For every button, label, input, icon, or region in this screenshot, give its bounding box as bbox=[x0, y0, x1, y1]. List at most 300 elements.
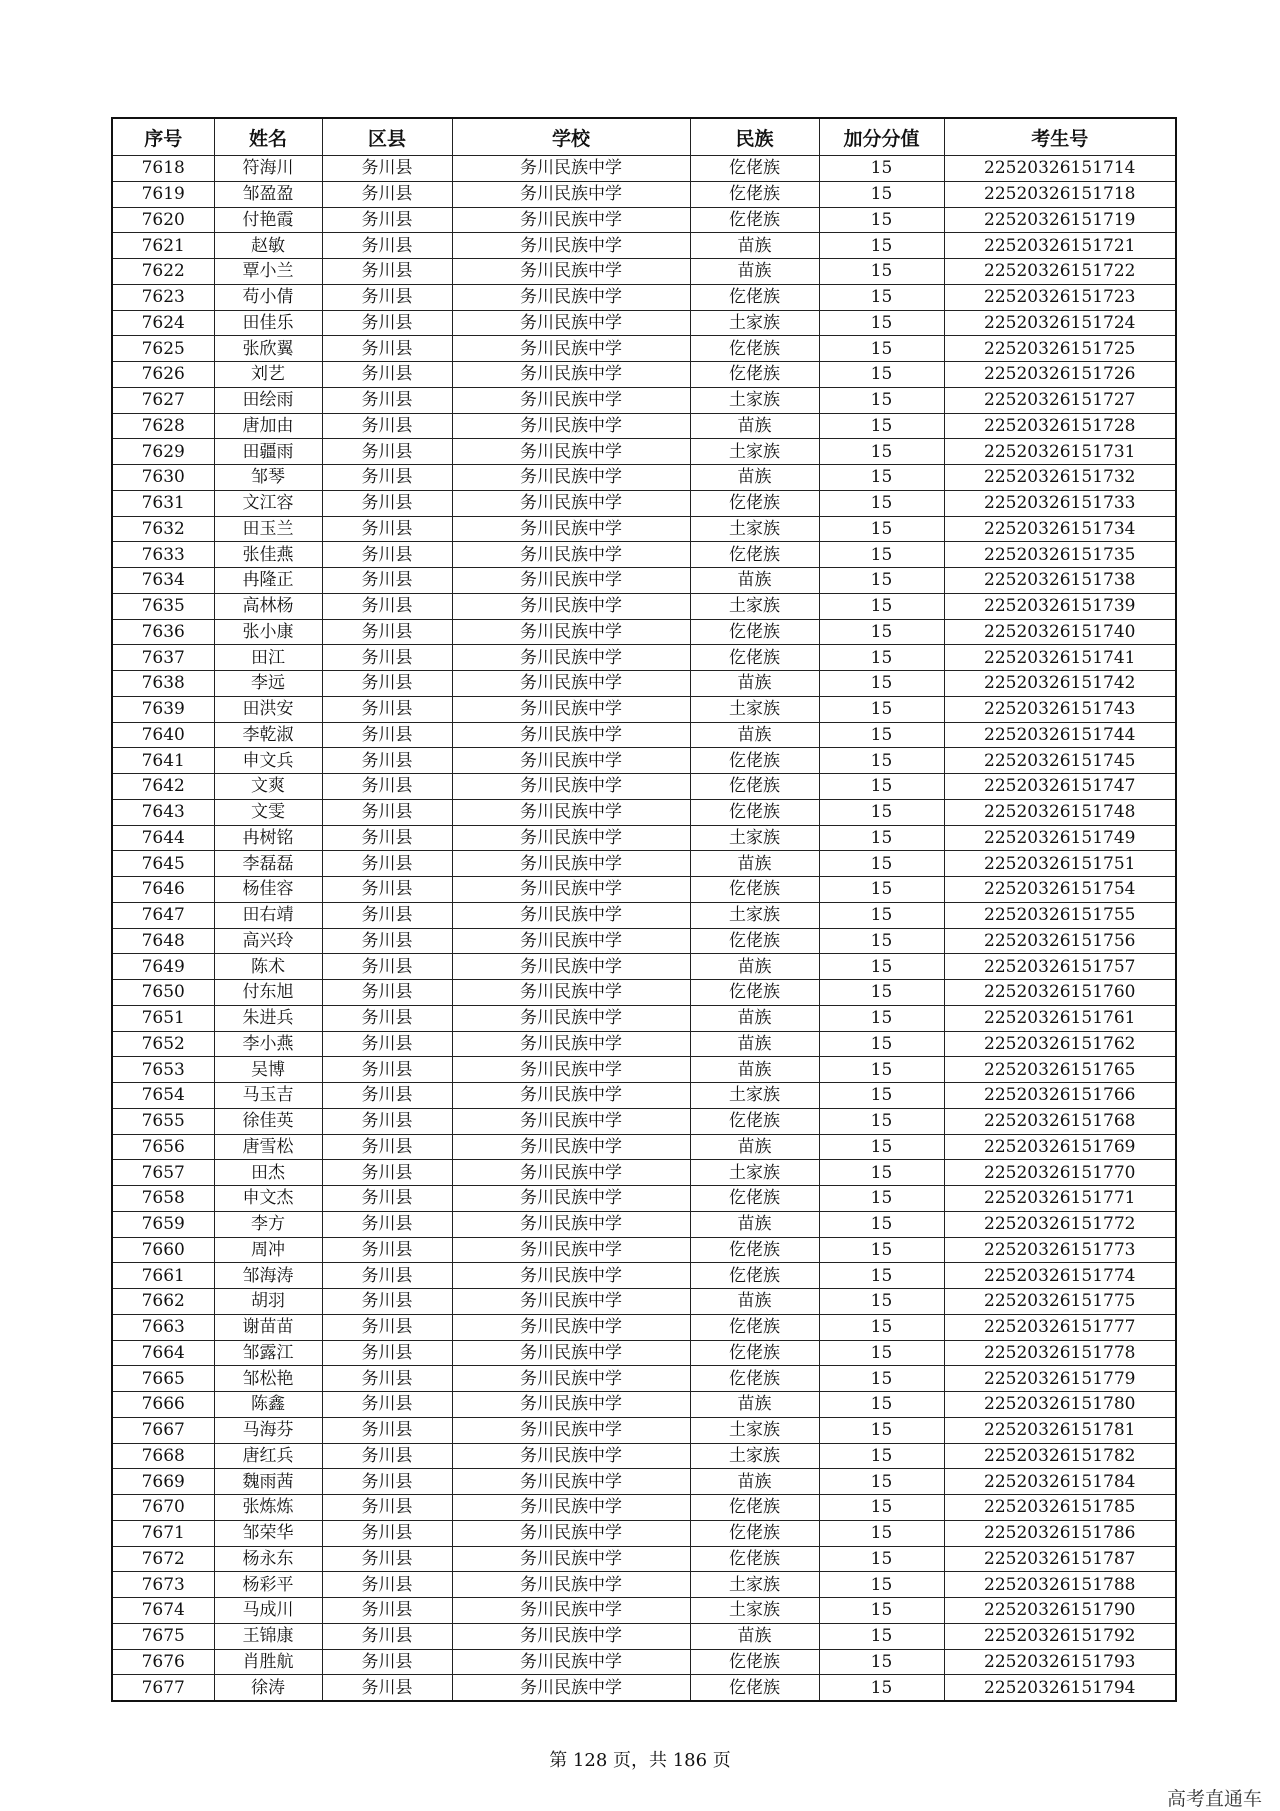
cell-ethnicity: 苗族 bbox=[690, 722, 819, 748]
cell-ethnicity: 仡佬族 bbox=[690, 645, 819, 671]
cell-ethnicity: 土家族 bbox=[690, 439, 819, 465]
cell-name: 马海芬 bbox=[214, 1417, 322, 1443]
cell-index: 7668 bbox=[112, 1443, 214, 1469]
cell-index: 7664 bbox=[112, 1340, 214, 1366]
cell-exam-id: 22520326151725 bbox=[944, 336, 1176, 362]
table-row bbox=[112, 465, 1176, 491]
cell-bonus-points: 15 bbox=[819, 310, 944, 336]
table-row bbox=[112, 774, 1176, 800]
table-row bbox=[112, 1134, 1176, 1160]
cell-bonus-points: 15 bbox=[819, 825, 944, 851]
table-body bbox=[112, 156, 1176, 1702]
cell-school: 务川民族中学 bbox=[452, 1005, 690, 1031]
cell-county: 务川县 bbox=[322, 1005, 452, 1031]
cell-bonus-points: 15 bbox=[819, 259, 944, 285]
cell-exam-id: 22520326151738 bbox=[944, 568, 1176, 594]
cell-county: 务川县 bbox=[322, 1237, 452, 1263]
cell-exam-id: 22520326151743 bbox=[944, 696, 1176, 722]
cell-bonus-points: 15 bbox=[819, 774, 944, 800]
cell-school: 务川民族中学 bbox=[452, 593, 690, 619]
cell-school: 务川民族中学 bbox=[452, 1469, 690, 1495]
cell-exam-id: 22520326151723 bbox=[944, 284, 1176, 310]
cell-bonus-points: 15 bbox=[819, 413, 944, 439]
cell-name: 李小燕 bbox=[214, 1031, 322, 1057]
cell-ethnicity: 苗族 bbox=[690, 1623, 819, 1649]
cell-school: 务川民族中学 bbox=[452, 1572, 690, 1598]
cell-bonus-points: 15 bbox=[819, 490, 944, 516]
cell-exam-id: 22520326151760 bbox=[944, 980, 1176, 1006]
cell-bonus-points: 15 bbox=[819, 284, 944, 310]
cell-county: 务川县 bbox=[322, 1031, 452, 1057]
cell-index: 7637 bbox=[112, 645, 214, 671]
cell-ethnicity: 仡佬族 bbox=[690, 1366, 819, 1392]
cell-name: 马玉吉 bbox=[214, 1083, 322, 1109]
cell-index: 7670 bbox=[112, 1495, 214, 1521]
table-row bbox=[112, 387, 1176, 413]
cell-index: 7627 bbox=[112, 387, 214, 413]
table-row bbox=[112, 1340, 1176, 1366]
table-row bbox=[112, 1392, 1176, 1418]
cell-exam-id: 22520326151782 bbox=[944, 1443, 1176, 1469]
cell-index: 7671 bbox=[112, 1520, 214, 1546]
cell-name: 田玉兰 bbox=[214, 516, 322, 542]
cell-exam-id: 22520326151768 bbox=[944, 1108, 1176, 1134]
table-row bbox=[112, 1186, 1176, 1212]
cell-exam-id: 22520326151733 bbox=[944, 490, 1176, 516]
header-school: 学校 bbox=[452, 118, 690, 156]
cell-school: 务川民族中学 bbox=[452, 1057, 690, 1083]
cell-ethnicity: 土家族 bbox=[690, 1083, 819, 1109]
cell-ethnicity: 仡佬族 bbox=[690, 1340, 819, 1366]
cell-school: 务川民族中学 bbox=[452, 1443, 690, 1469]
cell-name: 胡羽 bbox=[214, 1289, 322, 1315]
cell-index: 7654 bbox=[112, 1083, 214, 1109]
table-row bbox=[112, 233, 1176, 259]
cell-exam-id: 22520326151719 bbox=[944, 207, 1176, 233]
cell-name: 田疆雨 bbox=[214, 439, 322, 465]
cell-school: 务川民族中学 bbox=[452, 439, 690, 465]
cell-county: 务川县 bbox=[322, 439, 452, 465]
cell-name: 唐雪松 bbox=[214, 1134, 322, 1160]
header-ethnicity: 民族 bbox=[690, 118, 819, 156]
cell-bonus-points: 15 bbox=[819, 1005, 944, 1031]
page-number: 第 128 页，共 186 页 bbox=[549, 1750, 731, 1771]
cell-name: 李方 bbox=[214, 1211, 322, 1237]
cell-index: 7676 bbox=[112, 1649, 214, 1675]
cell-school: 务川民族中学 bbox=[452, 1031, 690, 1057]
cell-county: 务川县 bbox=[322, 207, 452, 233]
cell-school: 务川民族中学 bbox=[452, 799, 690, 825]
cell-name: 邹荣华 bbox=[214, 1520, 322, 1546]
table-row bbox=[112, 1314, 1176, 1340]
table-row bbox=[112, 284, 1176, 310]
table-row bbox=[112, 413, 1176, 439]
header-row bbox=[112, 118, 1176, 156]
cell-county: 务川县 bbox=[322, 1263, 452, 1289]
cell-index: 7658 bbox=[112, 1186, 214, 1212]
table-row bbox=[112, 1443, 1176, 1469]
table-row bbox=[112, 439, 1176, 465]
cell-bonus-points: 15 bbox=[819, 722, 944, 748]
cell-school: 务川民族中学 bbox=[452, 490, 690, 516]
cell-ethnicity: 仡佬族 bbox=[690, 1263, 819, 1289]
cell-index: 7659 bbox=[112, 1211, 214, 1237]
cell-exam-id: 22520326151774 bbox=[944, 1263, 1176, 1289]
table-row bbox=[112, 1083, 1176, 1109]
cell-exam-id: 22520326151714 bbox=[944, 156, 1176, 182]
cell-exam-id: 22520326151793 bbox=[944, 1649, 1176, 1675]
cell-index: 7653 bbox=[112, 1057, 214, 1083]
cell-county: 务川县 bbox=[322, 748, 452, 774]
cell-name: 田杰 bbox=[214, 1160, 322, 1186]
cell-name: 田佳乐 bbox=[214, 310, 322, 336]
cell-name: 张炼炼 bbox=[214, 1495, 322, 1521]
table-row bbox=[112, 1237, 1176, 1263]
cell-exam-id: 22520326151739 bbox=[944, 593, 1176, 619]
cell-school: 务川民族中学 bbox=[452, 156, 690, 182]
cell-index: 7631 bbox=[112, 490, 214, 516]
cell-ethnicity: 仡佬族 bbox=[690, 748, 819, 774]
cell-name: 邹海涛 bbox=[214, 1263, 322, 1289]
cell-county: 务川县 bbox=[322, 1289, 452, 1315]
cell-index: 7629 bbox=[112, 439, 214, 465]
cell-bonus-points: 15 bbox=[819, 1366, 944, 1392]
cell-ethnicity: 仡佬族 bbox=[690, 207, 819, 233]
cell-county: 务川县 bbox=[322, 259, 452, 285]
cell-name: 田绘雨 bbox=[214, 387, 322, 413]
cell-bonus-points: 15 bbox=[819, 928, 944, 954]
cell-index: 7651 bbox=[112, 1005, 214, 1031]
table-row bbox=[112, 877, 1176, 903]
cell-school: 务川民族中学 bbox=[452, 1108, 690, 1134]
table-row bbox=[112, 1108, 1176, 1134]
cell-school: 务川民族中学 bbox=[452, 671, 690, 697]
cell-school: 务川民族中学 bbox=[452, 1546, 690, 1572]
cell-bonus-points: 15 bbox=[819, 1160, 944, 1186]
cell-ethnicity: 仡佬族 bbox=[690, 619, 819, 645]
cell-county: 务川县 bbox=[322, 1186, 452, 1212]
cell-bonus-points: 15 bbox=[819, 954, 944, 980]
cell-bonus-points: 15 bbox=[819, 1186, 944, 1212]
table-row bbox=[112, 310, 1176, 336]
cell-county: 务川县 bbox=[322, 233, 452, 259]
cell-name: 张欣翼 bbox=[214, 336, 322, 362]
cell-index: 7632 bbox=[112, 516, 214, 542]
cell-ethnicity: 苗族 bbox=[690, 1469, 819, 1495]
cell-bonus-points: 15 bbox=[819, 516, 944, 542]
table-row bbox=[112, 568, 1176, 594]
cell-county: 务川县 bbox=[322, 1495, 452, 1521]
cell-school: 务川民族中学 bbox=[452, 1083, 690, 1109]
cell-exam-id: 22520326151754 bbox=[944, 877, 1176, 903]
table-row bbox=[112, 1211, 1176, 1237]
cell-school: 务川民族中学 bbox=[452, 877, 690, 903]
cell-ethnicity: 仡佬族 bbox=[690, 156, 819, 182]
cell-name: 吴博 bbox=[214, 1057, 322, 1083]
cell-name: 覃小兰 bbox=[214, 259, 322, 285]
cell-index: 7636 bbox=[112, 619, 214, 645]
cell-name: 付东旭 bbox=[214, 980, 322, 1006]
cell-index: 7618 bbox=[112, 156, 214, 182]
cell-exam-id: 22520326151747 bbox=[944, 774, 1176, 800]
table-row bbox=[112, 1572, 1176, 1598]
cell-bonus-points: 15 bbox=[819, 1392, 944, 1418]
cell-exam-id: 22520326151721 bbox=[944, 233, 1176, 259]
cell-index: 7672 bbox=[112, 1546, 214, 1572]
table-row bbox=[112, 362, 1176, 388]
cell-ethnicity: 仡佬族 bbox=[690, 928, 819, 954]
cell-school: 务川民族中学 bbox=[452, 1649, 690, 1675]
table-row bbox=[112, 954, 1176, 980]
cell-ethnicity: 仡佬族 bbox=[690, 1675, 819, 1701]
cell-exam-id: 22520326151770 bbox=[944, 1160, 1176, 1186]
cell-exam-id: 22520326151772 bbox=[944, 1211, 1176, 1237]
cell-county: 务川县 bbox=[322, 465, 452, 491]
cell-ethnicity: 仡佬族 bbox=[690, 336, 819, 362]
table-row bbox=[112, 851, 1176, 877]
header-name: 姓名 bbox=[214, 118, 322, 156]
cell-bonus-points: 15 bbox=[819, 1211, 944, 1237]
table-row bbox=[112, 1469, 1176, 1495]
cell-exam-id: 22520326151735 bbox=[944, 542, 1176, 568]
cell-exam-id: 22520326151786 bbox=[944, 1520, 1176, 1546]
header-exam-id: 考生号 bbox=[944, 118, 1176, 156]
cell-county: 务川县 bbox=[322, 387, 452, 413]
cell-county: 务川县 bbox=[322, 1469, 452, 1495]
cell-school: 务川民族中学 bbox=[452, 1160, 690, 1186]
cell-county: 务川县 bbox=[322, 1623, 452, 1649]
cell-name: 赵敏 bbox=[214, 233, 322, 259]
cell-exam-id: 22520326151780 bbox=[944, 1392, 1176, 1418]
cell-index: 7639 bbox=[112, 696, 214, 722]
cell-county: 务川县 bbox=[322, 593, 452, 619]
cell-bonus-points: 15 bbox=[819, 696, 944, 722]
cell-ethnicity: 仡佬族 bbox=[690, 799, 819, 825]
cell-index: 7649 bbox=[112, 954, 214, 980]
cell-ethnicity: 苗族 bbox=[690, 1134, 819, 1160]
cell-ethnicity: 苗族 bbox=[690, 851, 819, 877]
table-row bbox=[112, 1057, 1176, 1083]
cell-ethnicity: 土家族 bbox=[690, 1417, 819, 1443]
cell-bonus-points: 15 bbox=[819, 1572, 944, 1598]
cell-index: 7646 bbox=[112, 877, 214, 903]
cell-county: 务川县 bbox=[322, 1160, 452, 1186]
cell-bonus-points: 15 bbox=[819, 1623, 944, 1649]
cell-county: 务川县 bbox=[322, 1211, 452, 1237]
cell-bonus-points: 15 bbox=[819, 1649, 944, 1675]
cell-name: 文雯 bbox=[214, 799, 322, 825]
cell-ethnicity: 苗族 bbox=[690, 465, 819, 491]
cell-name: 符海川 bbox=[214, 156, 322, 182]
cell-name: 杨彩平 bbox=[214, 1572, 322, 1598]
cell-school: 务川民族中学 bbox=[452, 774, 690, 800]
table-row bbox=[112, 799, 1176, 825]
cell-name: 文江容 bbox=[214, 490, 322, 516]
cell-name: 付艳霞 bbox=[214, 207, 322, 233]
cell-name: 谢苗苗 bbox=[214, 1314, 322, 1340]
cell-school: 务川民族中学 bbox=[452, 619, 690, 645]
cell-exam-id: 22520326151771 bbox=[944, 1186, 1176, 1212]
cell-ethnicity: 仡佬族 bbox=[690, 1546, 819, 1572]
cell-county: 务川县 bbox=[322, 490, 452, 516]
cell-exam-id: 22520326151761 bbox=[944, 1005, 1176, 1031]
cell-ethnicity: 土家族 bbox=[690, 1160, 819, 1186]
cell-bonus-points: 15 bbox=[819, 1134, 944, 1160]
cell-school: 务川民族中学 bbox=[452, 233, 690, 259]
cell-name: 马成川 bbox=[214, 1598, 322, 1624]
table-row bbox=[112, 1366, 1176, 1392]
table-row bbox=[112, 1417, 1176, 1443]
table-row bbox=[112, 542, 1176, 568]
cell-bonus-points: 15 bbox=[819, 1031, 944, 1057]
table-row bbox=[112, 181, 1176, 207]
cell-index: 7674 bbox=[112, 1598, 214, 1624]
cell-exam-id: 22520326151718 bbox=[944, 181, 1176, 207]
cell-school: 务川民族中学 bbox=[452, 928, 690, 954]
header-county: 区县 bbox=[322, 118, 452, 156]
cell-name: 张佳燕 bbox=[214, 542, 322, 568]
cell-index: 7620 bbox=[112, 207, 214, 233]
cell-school: 务川民族中学 bbox=[452, 954, 690, 980]
cell-name: 徐涛 bbox=[214, 1675, 322, 1701]
table-row bbox=[112, 1495, 1176, 1521]
cell-bonus-points: 15 bbox=[819, 465, 944, 491]
cell-bonus-points: 15 bbox=[819, 1469, 944, 1495]
cell-index: 7663 bbox=[112, 1314, 214, 1340]
cell-exam-id: 22520326151756 bbox=[944, 928, 1176, 954]
cell-ethnicity: 仡佬族 bbox=[690, 1495, 819, 1521]
cell-county: 务川县 bbox=[322, 568, 452, 594]
table-row bbox=[112, 1649, 1176, 1675]
cell-county: 务川县 bbox=[322, 1134, 452, 1160]
cell-ethnicity: 苗族 bbox=[690, 1392, 819, 1418]
cell-name: 高兴玲 bbox=[214, 928, 322, 954]
cell-name: 李磊磊 bbox=[214, 851, 322, 877]
table-row bbox=[112, 1031, 1176, 1057]
cell-index: 7643 bbox=[112, 799, 214, 825]
cell-county: 务川县 bbox=[322, 181, 452, 207]
cell-exam-id: 22520326151775 bbox=[944, 1289, 1176, 1315]
cell-ethnicity: 苗族 bbox=[690, 1057, 819, 1083]
cell-county: 务川县 bbox=[322, 542, 452, 568]
table-row bbox=[112, 902, 1176, 928]
cell-ethnicity: 苗族 bbox=[690, 1031, 819, 1057]
cell-bonus-points: 15 bbox=[819, 1263, 944, 1289]
cell-school: 务川民族中学 bbox=[452, 645, 690, 671]
cell-exam-id: 22520326151734 bbox=[944, 516, 1176, 542]
cell-index: 7621 bbox=[112, 233, 214, 259]
cell-school: 务川民族中学 bbox=[452, 310, 690, 336]
cell-ethnicity: 仡佬族 bbox=[690, 1108, 819, 1134]
cell-county: 务川县 bbox=[322, 954, 452, 980]
cell-exam-id: 22520326151726 bbox=[944, 362, 1176, 388]
cell-ethnicity: 土家族 bbox=[690, 696, 819, 722]
cell-index: 7645 bbox=[112, 851, 214, 877]
cell-exam-id: 22520326151757 bbox=[944, 954, 1176, 980]
cell-index: 7667 bbox=[112, 1417, 214, 1443]
table-row bbox=[112, 696, 1176, 722]
cell-school: 务川民族中学 bbox=[452, 259, 690, 285]
cell-ethnicity: 仡佬族 bbox=[690, 362, 819, 388]
cell-ethnicity: 仡佬族 bbox=[690, 877, 819, 903]
cell-index: 7660 bbox=[112, 1237, 214, 1263]
cell-county: 务川县 bbox=[322, 722, 452, 748]
cell-name: 杨佳容 bbox=[214, 877, 322, 903]
cell-exam-id: 22520326151762 bbox=[944, 1031, 1176, 1057]
cell-ethnicity: 苗族 bbox=[690, 568, 819, 594]
cell-ethnicity: 土家族 bbox=[690, 825, 819, 851]
cell-bonus-points: 15 bbox=[819, 1520, 944, 1546]
cell-exam-id: 22520326151724 bbox=[944, 310, 1176, 336]
cell-ethnicity: 仡佬族 bbox=[690, 1237, 819, 1263]
cell-index: 7656 bbox=[112, 1134, 214, 1160]
cell-index: 7669 bbox=[112, 1469, 214, 1495]
cell-exam-id: 22520326151766 bbox=[944, 1083, 1176, 1109]
cell-school: 务川民族中学 bbox=[452, 748, 690, 774]
cell-bonus-points: 15 bbox=[819, 439, 944, 465]
cell-index: 7641 bbox=[112, 748, 214, 774]
cell-ethnicity: 苗族 bbox=[690, 1005, 819, 1031]
cell-ethnicity: 土家族 bbox=[690, 593, 819, 619]
cell-name: 魏雨茜 bbox=[214, 1469, 322, 1495]
cell-name: 申文兵 bbox=[214, 748, 322, 774]
cell-school: 务川民族中学 bbox=[452, 1289, 690, 1315]
cell-school: 务川民族中学 bbox=[452, 1520, 690, 1546]
roster-table-container bbox=[111, 117, 1175, 1702]
table-row bbox=[112, 1623, 1176, 1649]
table-row bbox=[112, 722, 1176, 748]
cell-ethnicity: 苗族 bbox=[690, 233, 819, 259]
table-row bbox=[112, 259, 1176, 285]
cell-name: 杨永东 bbox=[214, 1546, 322, 1572]
cell-index: 7650 bbox=[112, 980, 214, 1006]
cell-school: 务川民族中学 bbox=[452, 1675, 690, 1701]
cell-county: 务川县 bbox=[322, 362, 452, 388]
cell-ethnicity: 仡佬族 bbox=[690, 1520, 819, 1546]
table-row bbox=[112, 156, 1176, 182]
cell-school: 务川民族中学 bbox=[452, 902, 690, 928]
roster-table bbox=[111, 117, 1177, 1702]
cell-ethnicity: 仡佬族 bbox=[690, 284, 819, 310]
cell-county: 务川县 bbox=[322, 336, 452, 362]
table-row bbox=[112, 1675, 1176, 1701]
table-row bbox=[112, 1546, 1176, 1572]
cell-school: 务川民族中学 bbox=[452, 851, 690, 877]
cell-index: 7623 bbox=[112, 284, 214, 310]
cell-exam-id: 22520326151740 bbox=[944, 619, 1176, 645]
cell-exam-id: 22520326151788 bbox=[944, 1572, 1176, 1598]
cell-county: 务川县 bbox=[322, 310, 452, 336]
cell-index: 7638 bbox=[112, 671, 214, 697]
cell-county: 务川县 bbox=[322, 1598, 452, 1624]
cell-ethnicity: 仡佬族 bbox=[690, 1186, 819, 1212]
cell-school: 务川民族中学 bbox=[452, 1211, 690, 1237]
cell-school: 务川民族中学 bbox=[452, 825, 690, 851]
cell-school: 务川民族中学 bbox=[452, 1134, 690, 1160]
cell-name: 李乾淑 bbox=[214, 722, 322, 748]
cell-ethnicity: 土家族 bbox=[690, 310, 819, 336]
cell-school: 务川民族中学 bbox=[452, 1366, 690, 1392]
cell-index: 7647 bbox=[112, 902, 214, 928]
cell-county: 务川县 bbox=[322, 825, 452, 851]
cell-bonus-points: 15 bbox=[819, 1108, 944, 1134]
cell-index: 7666 bbox=[112, 1392, 214, 1418]
cell-county: 务川县 bbox=[322, 1443, 452, 1469]
cell-exam-id: 22520326151745 bbox=[944, 748, 1176, 774]
table-row bbox=[112, 1160, 1176, 1186]
cell-ethnicity: 土家族 bbox=[690, 387, 819, 413]
cell-county: 务川县 bbox=[322, 774, 452, 800]
